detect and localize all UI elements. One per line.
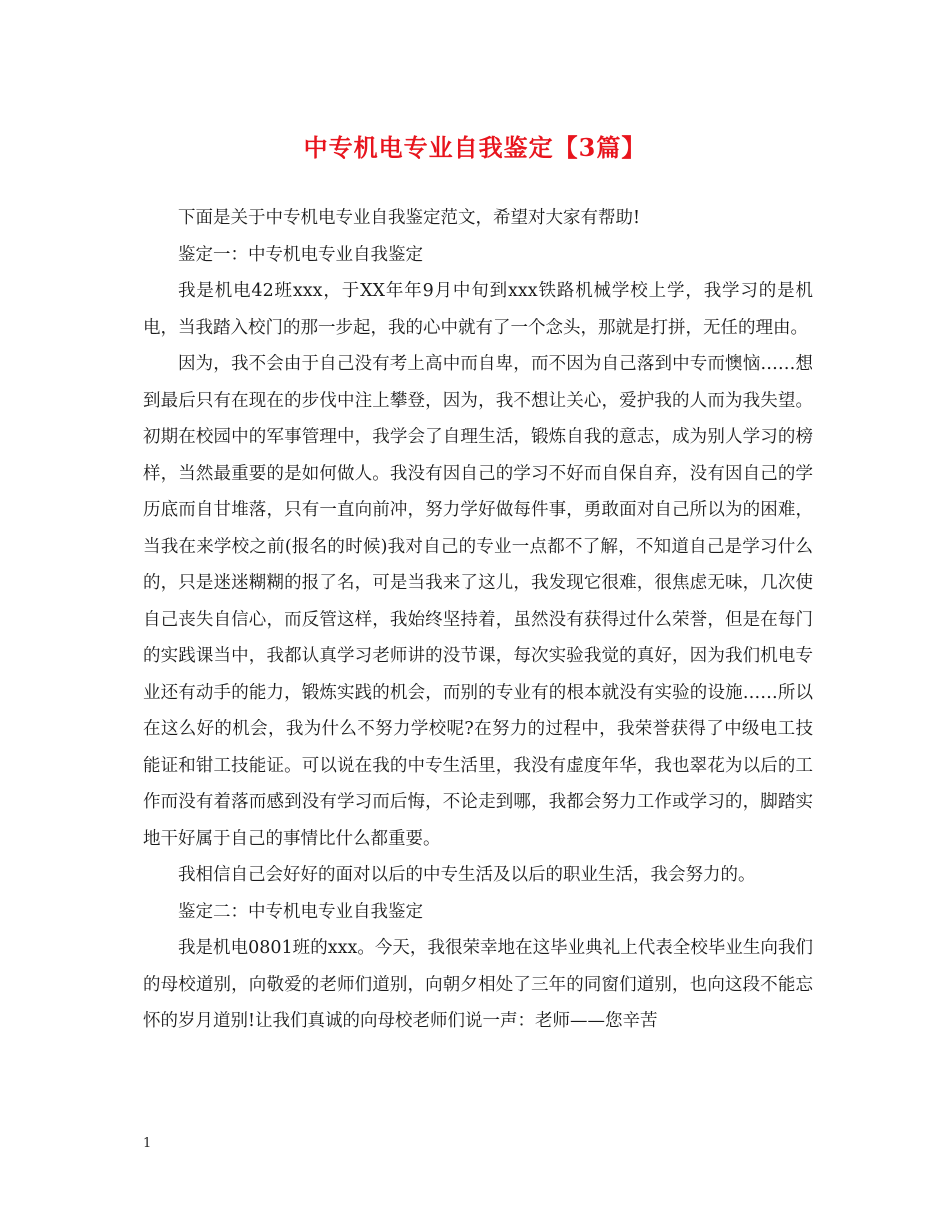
body-paragraph: 我相信自己会好好的面对以后的中专生活及以后的职业生活，我会努力的。 bbox=[178, 865, 756, 885]
body-paragraph: 因为，我不会由于自己没有考上高中而自卑，而不因为自己落到中专而懊恼……想到最后只有在现在的步伐中注上攀登，因为，我不想让关心，爱护我的人而为我失望。初期在校园中的军事管理中，我学会了自理生活，锻炼自我的意志，成为别人学习的榜样，当然最重要的是如何做人。我没有因自己的学习不好而自保自弃，没有因自己的学历底而自甘堆落，只有一直向前冲，努力学好做每件事，勇敢面对自己所以为的困难，当我在来学校之前(报名的时候)我对自己的专业一点都不了解，不知道自己是学习什么的，只是迷迷糊糊的报了名，可是当我来了这儿，我发现它很难，很焦虑无味，几次使自己丧失自信心，而反管这样，我始终坚持着，虽然没有获得过什么荣誉，但是在每门的实践课当中，我都认真学习老师讲的没节课，每次实验我觉的真好，因为我们机电专业还有动手的能力，锻炼实践的机会，而别的专业有的根本就没有实验的设施……所以在这么好的机会，我为什么不努力学校呢?在努力的过程中，我荣誉获得了中级电工技能证和钳工技能证。可以说在我的中专生活里，我没有虚度年华，我也翠花为以后的工作而没有着落而感到没有学习而后悔，不论走到哪，我都会努力工作或学习的，脚踏实地干好属于自己的事情比什么都重要。 bbox=[143, 354, 813, 849]
document-title: 中专机电专业自我鉴定【3篇】 bbox=[303, 133, 647, 162]
body-paragraph: 我是机电0801班的xxx。今天，我很荣幸地在这毕业典礼上代表全校毕业生向我们的母校道别，向敬爱的老师们道别，向朝夕相处了三年的同窗们道别，也向这段不能忘怀的岁月道别!让我们真诚的向母校老师们说一声：老师——您辛苦 bbox=[143, 938, 813, 1031]
document-body bbox=[143, 200, 813, 1040]
intro-paragraph: 下面是关于中专机电专业自我鉴定范文，希望对大家有帮助! bbox=[178, 208, 641, 228]
section-heading-2: 鉴定二：中专机电专业自我鉴定 bbox=[178, 901, 423, 922]
section-heading-1: 鉴定一：中专机电专业自我鉴定 bbox=[178, 244, 423, 265]
body-paragraph: 我是机电42班xxx，于XX年年9月中旬到xxx铁路机械学校上学，我学习的是机电，当我踏入校门的那一步起，我的心中就有了一个念头，那就是打拼，无任的理由。 bbox=[143, 281, 813, 338]
page-number: 1 bbox=[143, 1136, 152, 1151]
